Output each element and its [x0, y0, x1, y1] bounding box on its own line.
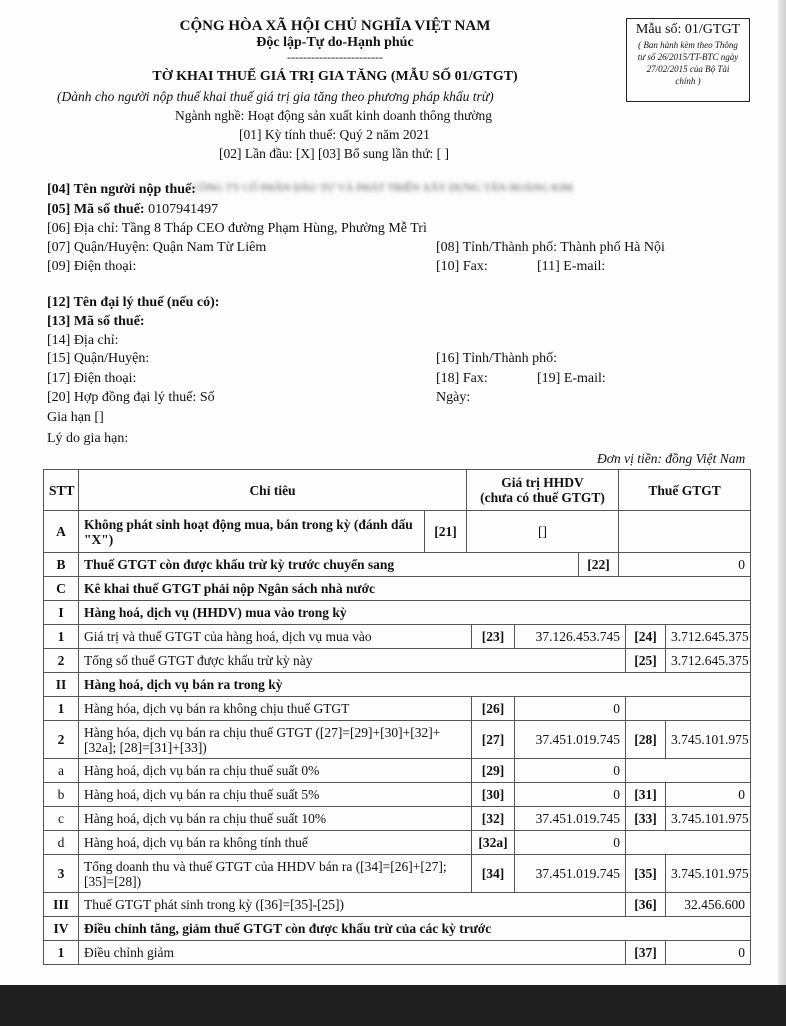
row-stt: A	[44, 511, 79, 553]
form-note-line: tư số 26/2015/TT-BTC ngày	[637, 52, 739, 62]
table-row	[44, 649, 751, 673]
row-stt: II	[44, 673, 79, 697]
taxpayer-phone: [09] Điện thoại:	[47, 259, 137, 274]
row-vat-value: 3.745.101.975	[666, 807, 751, 831]
row-stt: B	[44, 553, 79, 577]
country-title: CỘNG HÒA XÃ HỘI CHỦ NGHĨA VIỆT NAM	[179, 18, 491, 34]
row-empty	[626, 831, 751, 855]
row-stt: 2	[44, 649, 79, 673]
row-label: Hàng hoá, dịch vụ bán ra trong kỳ	[79, 673, 751, 697]
row-label: Hàng hoá, dịch vụ bán ra chịu thuế suất 0%	[79, 759, 472, 783]
vat-declaration-table-body	[43, 624, 751, 965]
table-row	[44, 673, 751, 697]
row-code: [25]	[626, 649, 666, 673]
currency-note: Đơn vị tiền: đồng Việt Nam	[597, 451, 746, 466]
taxpayer-fax: [10] Fax:	[436, 259, 488, 274]
header-divider: ------------------------	[287, 50, 383, 64]
form-code: Mẫu số: 01/GTGT	[635, 22, 741, 37]
table-row	[44, 697, 751, 721]
row-stt: 1	[44, 697, 79, 721]
row-code: [27]	[472, 721, 515, 759]
table-row	[44, 855, 751, 893]
form-title: TỜ KHAI THUẾ GIÁ TRỊ GIA TĂNG (MẪU SỐ 01/GTGT)	[152, 69, 518, 84]
row-label: Giá trị và thuế GTGT của hàng hoá, dịch vụ mua vào	[79, 625, 472, 649]
header-stt: STT	[44, 470, 79, 511]
table-row	[44, 601, 751, 625]
row-label: Hàng hoá, dịch vụ (HHDV) mua vào trong kỳ	[79, 601, 751, 625]
row-stt: C	[44, 577, 79, 601]
row-code: [33]	[626, 807, 666, 831]
row-label: Điều chỉnh giảm	[79, 941, 626, 965]
tax-code-row	[47, 202, 218, 218]
row-code: [24]	[626, 625, 666, 649]
row-code: [26]	[472, 697, 515, 721]
form-code-box	[626, 18, 750, 102]
vat-declaration-table	[43, 469, 751, 625]
row-goods-value: 37.451.019.745	[515, 855, 626, 893]
row-vat-value: 0	[666, 941, 751, 965]
row-code: [29]	[472, 759, 515, 783]
row-label: Tổng doanh thu và thuế GTGT của HHDV bán ra ([34]=[26]+[27]; [35]=[28])	[79, 855, 472, 893]
table-row	[44, 625, 751, 649]
row-label: Hàng hoá, dịch vụ bán ra chịu thuế suất 10%	[79, 807, 472, 831]
agent-contract: [20] Hợp đồng đại lý thuế: Số	[47, 390, 215, 405]
row-goods-value: 37.451.019.745	[515, 807, 626, 831]
agent-city: [16] Tỉnh/Thành phố:	[436, 351, 558, 366]
row-stt: I	[44, 601, 79, 625]
row-empty	[619, 511, 751, 553]
row-label: Hàng hóa, dịch vụ bán ra không chịu thuế GTGT	[79, 697, 472, 721]
row-label: Hàng hoá, dịch vụ bán ra chịu thuế suất 5%	[79, 783, 472, 807]
taxpayer-name-value: CÔNG TY CỔ PHẦN ĐẦU TƯ VÀ PHÁT TRIỂN XÂY DỰNG TÂN HOÀNG KIM	[192, 182, 573, 194]
row-label: Hàng hóa, dịch vụ bán ra chịu thuế GTGT ([27]=[29]+[30]+[32]+[32a]; [28]=[31]+[33])	[79, 721, 472, 759]
taxpayer-city: [08] Tỉnh/Thành phố: Thành phố Hà Nội	[436, 240, 665, 255]
row-goods-value: 37.451.019.745	[515, 721, 626, 759]
row-label: Kê khai thuế GTGT phải nộp Ngân sách nhà nước	[79, 577, 751, 601]
row-code: [30]	[472, 783, 515, 807]
agent-district: [15] Quận/Huyện:	[47, 351, 150, 366]
row-label: Hàng hoá, dịch vụ bán ra không tính thuế	[79, 831, 472, 855]
taxpayer-name-label: [04] Tên người nộp thuế:	[47, 182, 196, 197]
row-code: [34]	[472, 855, 515, 893]
agent-address: [14] Địa chỉ:	[47, 333, 119, 348]
extension-reason: Lý do gia hạn:	[47, 431, 129, 446]
row-vat-value: 3.745.101.975	[666, 721, 751, 759]
scrollbar-track[interactable]	[778, 0, 786, 985]
header-value-line: Giá trị HHDV	[501, 475, 584, 490]
row-code: [31]	[626, 783, 666, 807]
row-code: [28]	[626, 721, 666, 759]
table-row	[44, 721, 751, 759]
row-vat-value: 0	[666, 783, 751, 807]
agent-name: [12] Tên đại lý thuế (nếu có):	[47, 295, 220, 310]
table-row	[44, 783, 751, 807]
row-goods-value: 0	[515, 783, 626, 807]
table-row	[44, 831, 751, 855]
agent-fax: [18] Fax:	[436, 371, 488, 386]
row-vat-value: 3.712.645.375	[666, 625, 751, 649]
row-label: Không phát sinh hoạt động mua, bán trong kỳ (đánh dấu "X")	[79, 511, 425, 553]
row-code: [22]	[579, 553, 619, 577]
row-stt: III	[44, 893, 79, 917]
taxpayer-email: [11] E-mail:	[537, 259, 606, 274]
table-row	[44, 511, 751, 553]
row-code: [32]	[472, 807, 515, 831]
table-row	[44, 807, 751, 831]
table-row	[44, 759, 751, 783]
row-code: [23]	[472, 625, 515, 649]
agent-tax-code: [13] Mã số thuế:	[47, 314, 145, 329]
table-row	[44, 577, 751, 601]
row-stt: 3	[44, 855, 79, 893]
row-empty	[626, 759, 751, 783]
header-indicator: Chỉ tiêu	[79, 470, 467, 511]
row-goods-value: 0	[515, 831, 626, 855]
motto: Độc lập-Tự do-Hạnh phúc	[256, 35, 414, 50]
agent-phone: [17] Điện thoại:	[47, 371, 137, 386]
row-vat-value: 0	[619, 553, 751, 577]
form-note-line: 27/02/2015 của Bộ Tài	[646, 64, 730, 74]
form-subtitle: (Dành cho người nộp thuế khai thuế giá trị gia tăng theo phương pháp khấu trừ)	[57, 89, 494, 104]
table-header-row	[44, 470, 751, 511]
table-row	[44, 941, 751, 965]
table-row	[44, 917, 751, 941]
header-value-line: (chưa có thuế GTGT)	[480, 490, 605, 505]
viewer-bottom-bar	[0, 985, 786, 1026]
agent-email: [19] E-mail:	[537, 371, 606, 386]
extension: Gia hạn []	[47, 410, 104, 425]
agent-contract-date: Ngày:	[436, 390, 471, 405]
row-code: [37]	[626, 941, 666, 965]
tax-code-value: 0107941497	[148, 202, 219, 217]
row-stt: b	[44, 783, 79, 807]
row-label: Thuế GTGT phát sinh trong kỳ ([36]=[35]-[25])	[79, 893, 626, 917]
taxpayer-district: [07] Quận/Huyện: Quận Nam Từ Liêm	[47, 240, 267, 255]
row-goods-value: 37.126.453.745	[515, 625, 626, 649]
row-code: [35]	[626, 855, 666, 893]
row-vat-value: 3.712.645.375	[666, 649, 751, 673]
tax-period: [01] Kỳ tính thuế: Quý 2 năm 2021	[239, 127, 430, 142]
row-vat-value: 32.456.600	[666, 893, 751, 917]
row-label: Tổng số thuế GTGT được khấu trừ kỳ này	[79, 649, 626, 673]
row-code: [32a]	[472, 831, 515, 855]
taxpayer-address: [06] Địa chỉ: Tầng 8 Tháp CEO đường Phạm Hùng, Phường Mễ Trì	[47, 221, 427, 236]
form-note-line: ( Ban hành kèm theo Thông	[638, 40, 738, 50]
row-code: [36]	[626, 893, 666, 917]
row-vat-value: 3.745.101.975	[666, 855, 751, 893]
row-stt: a	[44, 759, 79, 783]
row-goods-value: 0	[515, 697, 626, 721]
submission-type: [02] Lần đầu: [X] [03] Bổ sung lần thứ: [ ]	[219, 146, 450, 161]
row-checkbox-value: []	[467, 511, 619, 553]
row-stt: d	[44, 831, 79, 855]
row-label: Thuế GTGT còn được khấu trừ kỳ trước chuyển sang	[79, 553, 579, 577]
industry-line: Ngành nghề: Hoạt động sản xuất kinh doanh thông thường	[175, 108, 493, 123]
row-empty	[626, 697, 751, 721]
row-stt: 1	[44, 625, 79, 649]
row-code: [21]	[425, 511, 467, 553]
table-row	[44, 553, 751, 577]
row-stt: 1	[44, 941, 79, 965]
table-row	[44, 893, 751, 917]
header-value	[467, 470, 619, 511]
row-label: Điều chỉnh tăng, giảm thuế GTGT còn được khấu trừ của các kỳ trước	[79, 917, 751, 941]
header-vat: Thuế GTGT	[619, 470, 751, 511]
row-stt: 2	[44, 721, 79, 759]
tax-code-label: [05] Mã số thuế:	[47, 202, 145, 217]
form-note-line: chính )	[675, 76, 701, 86]
row-stt: IV	[44, 917, 79, 941]
row-goods-value: 0	[515, 759, 626, 783]
row-stt: c	[44, 807, 79, 831]
